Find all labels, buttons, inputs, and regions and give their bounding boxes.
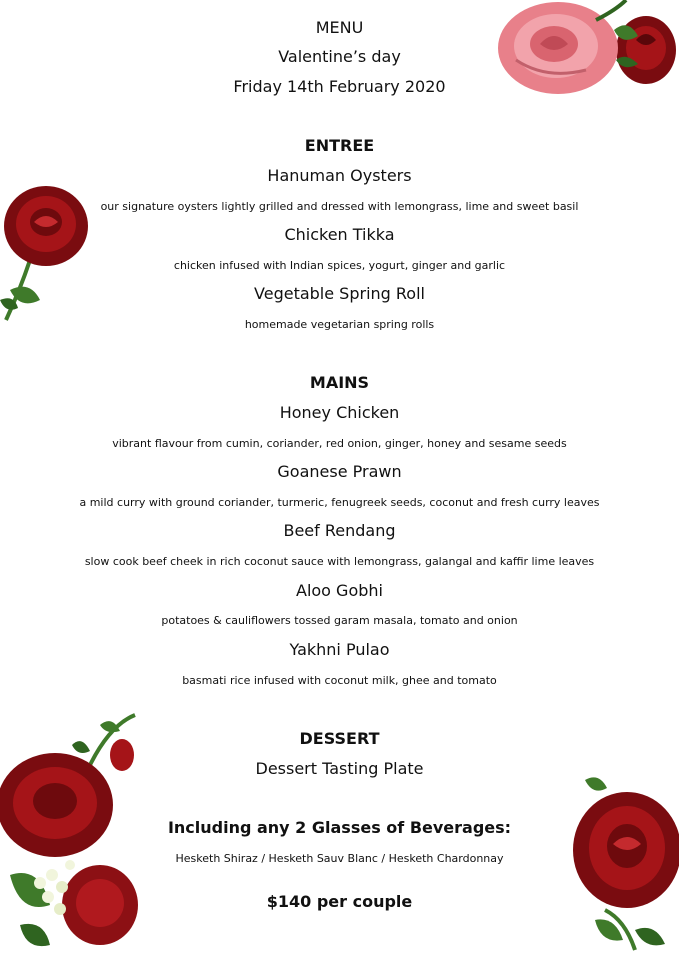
occasion-title: Valentine’s day bbox=[278, 47, 401, 66]
event-date: Friday 14th February 2020 bbox=[233, 77, 446, 96]
dish-name: Hanuman Oysters bbox=[267, 166, 412, 185]
pink-rose-icon bbox=[496, 0, 679, 105]
dish-name: Dessert Tasting Plate bbox=[255, 759, 424, 778]
dish-description: a mild curry with ground coriander, turmeric, fenugreek seeds, coconut and fresh curry leaves bbox=[79, 496, 600, 509]
menu-title: MENU bbox=[315, 18, 364, 37]
dish-name: Yakhni Pulao bbox=[289, 640, 390, 659]
section-heading-entree: ENTREE bbox=[304, 136, 375, 155]
dish-description: chicken infused with Indian spices, yogurt, ginger and garlic bbox=[173, 259, 506, 272]
section-heading-dessert: DESSERT bbox=[299, 729, 380, 748]
dish-name: Chicken Tikka bbox=[284, 225, 395, 244]
section-heading-mains: MAINS bbox=[309, 373, 370, 392]
dish-description: basmati rice infused with coconut milk, ghee and tomato bbox=[182, 674, 497, 687]
price: $140 per couple bbox=[266, 892, 413, 911]
dish-name: Honey Chicken bbox=[279, 403, 400, 422]
red-rose-icon bbox=[0, 705, 140, 960]
dish-name: Goanese Prawn bbox=[277, 462, 402, 481]
dish-name: Aloo Gobhi bbox=[296, 581, 383, 600]
dish-description: vibrant flavour from cumin, coriander, red onion, ginger, honey and sesame seeds bbox=[112, 437, 567, 450]
dish-name: Beef Rendang bbox=[283, 521, 396, 540]
dish-name: Vegetable Spring Roll bbox=[254, 284, 425, 303]
dish-description: our signature oysters lightly grilled and dressed with lemongrass, lime and sweet basil bbox=[100, 200, 579, 213]
dish-description: potatoes & cauliflowers tossed garam masala, tomato and onion bbox=[161, 614, 518, 627]
beverages-heading: Including any 2 Glasses of Beverages: bbox=[167, 818, 512, 837]
beverage-options: Hesketh Shiraz / Hesketh Sauv Blanc / Hesketh Chardonnay bbox=[175, 852, 504, 865]
red-rose-icon bbox=[0, 180, 92, 325]
dish-description: homemade vegetarian spring rolls bbox=[244, 318, 435, 331]
red-rose-icon bbox=[565, 770, 679, 960]
dish-description: slow cook beef cheek in rich coconut sauce with lemongrass, galangal and kaffir lime leaves bbox=[84, 555, 595, 568]
